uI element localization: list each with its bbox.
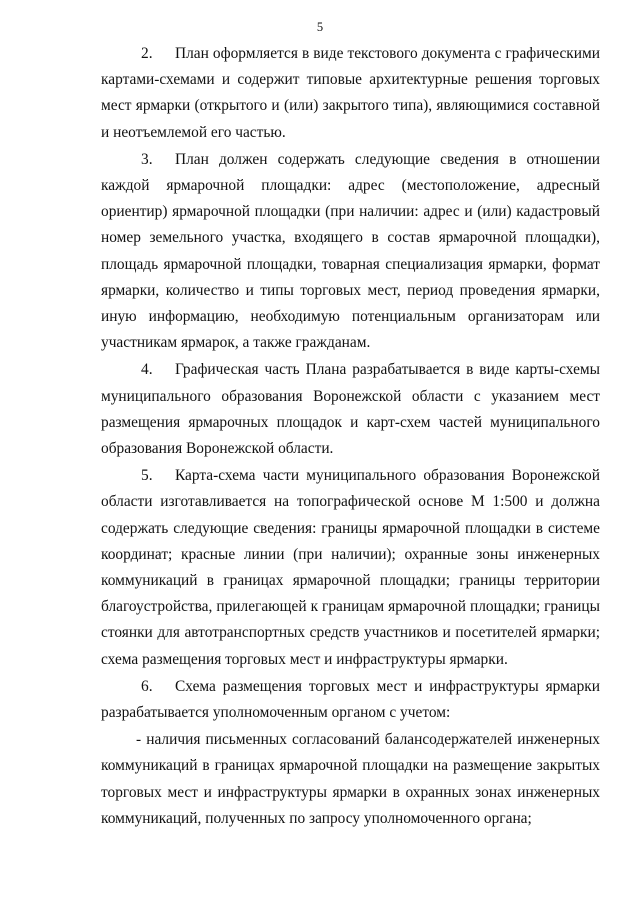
paragraph-number: 5. xyxy=(141,467,153,485)
paragraph-text: Карта-схема части муниципального образования Воронежской области изготавливается на топографической основе М 1:500 и должна содержать следующие сведения: границы ярмарочной площадки в системе координат; красные линии (при наличии); охранные зоны инженерных коммуникаций в границах ярмарочной площадки; границы территории благоустройства, прилегающей к границам ярмарочной площадки; границы стоянки для автотранспортных средств участников и посетителей ярмарки; схема размещения торговых мест и инфраструктуры ярмарки. xyxy=(101,467,600,668)
paragraph-text: План оформляется в виде текстового документа с графическими картами-схемами и содержит типовые архитектурные решения торговых мест ярмарки (открытого и (или) закрытого типа), являющимися составной и неотъемлемой его частью. xyxy=(101,45,600,141)
paragraph-text: Графическая часть Плана разрабатывается в виде карты-схемы муниципального образования Воронежской области с указанием мест размещения ярмарочных площадок и карт-схем частей муниципального образования Воронежской области. xyxy=(101,361,600,458)
paragraph-4 xyxy=(101,357,600,462)
paragraph-number: 4. xyxy=(141,361,153,379)
document-body xyxy=(101,41,600,833)
paragraph-number: 2. xyxy=(141,45,153,62)
paragraph-number: 3. xyxy=(141,150,153,168)
paragraph-text: Схема размещения торговых мест и инфраструктуры ярмарки разрабатывается уполномоченным органом с учетом: xyxy=(101,677,600,722)
paragraph-6 xyxy=(101,674,600,726)
paragraph-2 xyxy=(101,41,600,146)
paragraph-3 xyxy=(101,147,600,357)
bullet-item: - наличия письменных согласований балансодержателей инженерных коммуникаций в границах ярмарочной площадки на размещение закрытых торговых мест и инфраструктуры ярмарки в охранных зонах инженерных коммуникаций, полученных по запросу уполномоченного органа; xyxy=(101,731,600,827)
paragraph-5 xyxy=(101,463,600,673)
page-number: 5 xyxy=(316,20,324,34)
paragraph-text: План должен содержать следующие сведения в отношении каждой ярмарочной площадки: адрес (местоположение, адресный ориентир) ярмарочной площадки (при наличии: адрес и (или) кадастровый номер земельного участка, входящего в состав ярмарочной площадки), площадь ярмарочной площадки, товарная специализация ярмарки, формат ярмарки, количество и типы торговых мест, период проведения ярмарки, иную информацию, необходимую потенциальным организаторам или участникам ярмарок, а также гражданам. xyxy=(101,150,600,352)
paragraph-number: 6. xyxy=(141,677,153,695)
